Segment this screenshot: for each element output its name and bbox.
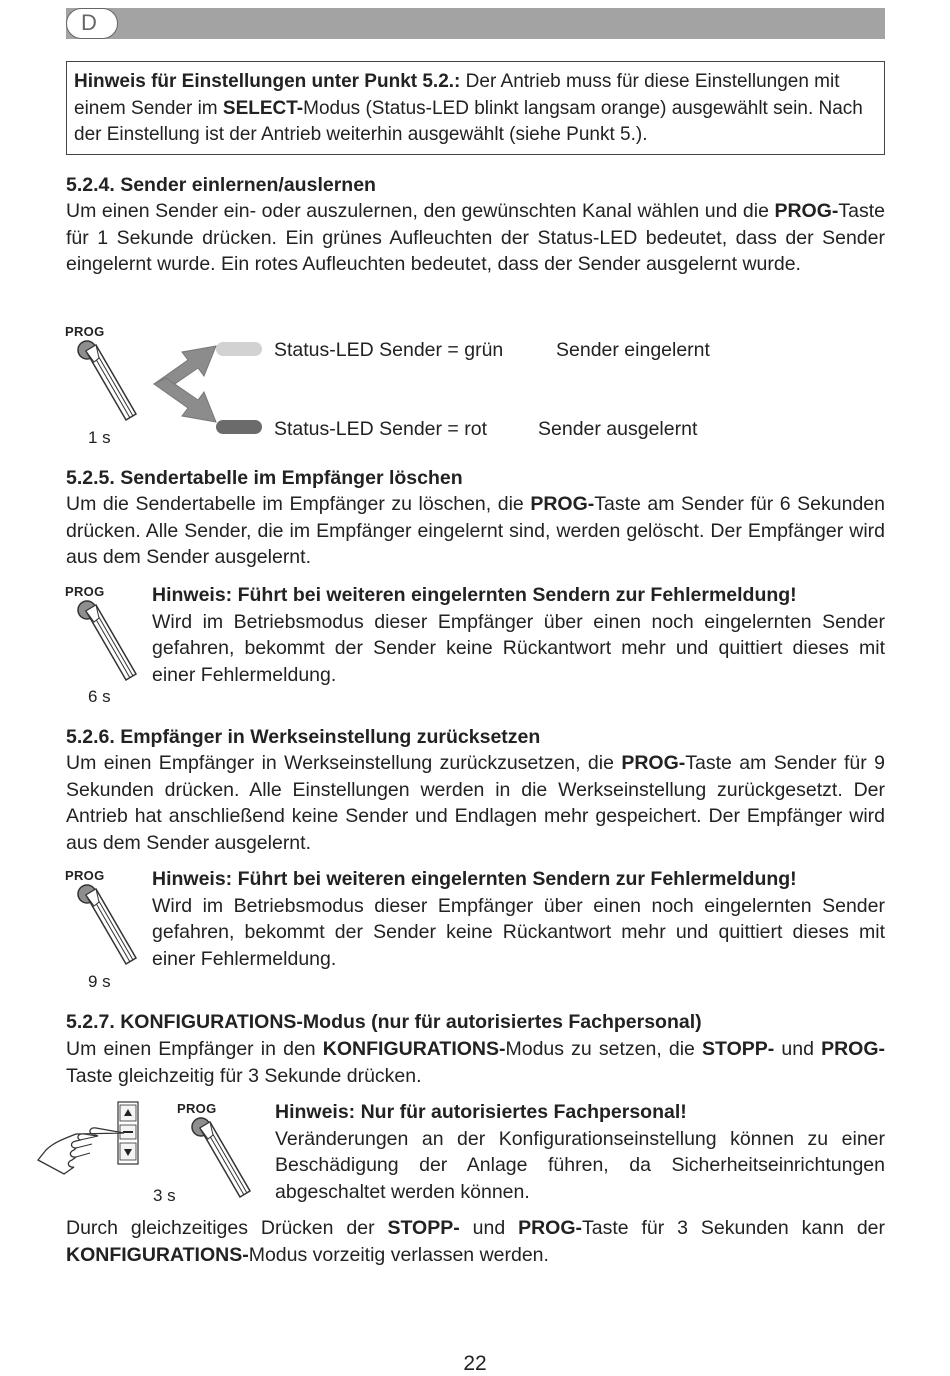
hint-527 — [275, 1099, 885, 1205]
pen-press-icon-524 — [66, 338, 146, 430]
section-524-prog: PROG- — [774, 200, 839, 222]
section-527-text-2: Modus zu setzen, die — [505, 1038, 703, 1060]
section-526-text — [66, 750, 885, 856]
section-527-text-4: Taste gleichzeitig für 3 Sekunde drücken. — [66, 1064, 422, 1087]
header-bar — [66, 8, 885, 39]
pen-press-icon-525 — [66, 598, 146, 688]
closing-text-2: und — [459, 1217, 519, 1239]
hint-525-title: Hinweis: Führt bei weiteren eingelernten Sendern zur Fehlermeldung! — [152, 584, 797, 606]
prog-label-527: PROG — [177, 1101, 217, 1116]
closing-stopp: STOPP- — [387, 1217, 460, 1239]
time-label-527: 3 s — [153, 1186, 176, 1205]
section-524-title: 5.2.4. Sender einlernen/auslernen — [66, 174, 376, 196]
time-label-524: 1 s — [88, 428, 111, 447]
section-527-konfig: KONFIGURATIONS- — [322, 1038, 506, 1060]
hint-526 — [152, 866, 885, 972]
time-label-526: 9 s — [88, 972, 111, 991]
prog-label-524: PROG — [65, 324, 105, 339]
closing-text-3: Taste für 3 Sekunden kann der — [582, 1217, 886, 1239]
closing-prog: PROG- — [518, 1217, 582, 1239]
section-524-text-1: Um einen Sender ein- oder auszulernen, den gewünschten Kanal wählen und die — [66, 200, 775, 222]
section-524-text — [66, 198, 885, 278]
hint-525 — [152, 582, 885, 688]
led-green-label: Status-LED Sender = grün — [274, 339, 504, 361]
settings-note-box — [66, 61, 885, 155]
section-526-title: 5.2.6. Empfänger in Werkseinstellung zurücksetzen — [66, 726, 541, 748]
hint-526-text: Wird im Betriebsmodus dieser Empfänger über einen noch eingelernten Sender gefahren, bekommt der Sender keine Rückantwort mehr und quittiert dieses mit einer Fehlermeldung. — [152, 894, 885, 970]
section-525-text-1: Um die Sendertabelle im Empfänger zu löschen, die — [66, 493, 531, 515]
hint-527-text: Veränderungen an der Konfigurationseinstellung können zu einer Beschädigung der Anlage führen, da Sicherheitseinrichtungen abgeschaltet werden können. — [275, 1127, 885, 1203]
result-green-label: Sender eingelernt — [556, 339, 710, 361]
section-527-title: 5.2.7. KONFIGURATIONS-Modus (nur für autorisiertes Fachpersonal) — [66, 1011, 702, 1033]
hand-remote-icon — [36, 1098, 146, 1184]
section-524-text-2: Taste für 1 Sekunde drücken. Ein grünes Aufleuchten der Status-LED bedeutet, dass der Sender eingelernt wurde. Ein rotes Aufleuchten bedeutet, dass der Sender ausgelernt wurde. — [66, 200, 885, 275]
note-lead: Hinweis für Einstellungen unter Punkt 5.2.: — [74, 71, 461, 92]
result-red-label: Sender ausgelernt — [538, 418, 698, 440]
led-red-icon — [216, 420, 262, 434]
note-select-word: SELECT- — [222, 97, 304, 119]
note-text-2: Modus (Status-LED blinkt langsam orange) ausgewählt sein. Nach der Einstellung ist der Antrieb weiterhin ausgewählt (siehe Punkt 5.). — [74, 97, 863, 145]
page-number: 22 — [463, 1352, 487, 1375]
led-green-icon — [216, 342, 262, 356]
section-527-text-3: und — [774, 1038, 822, 1060]
section-526-prog: PROG- — [621, 752, 686, 774]
hint-525-text: Wird im Betriebsmodus dieser Empfänger über einen noch eingelernten Sender gefahren, bekommt der Sender keine Rückantwort mehr und quittiert dieses mit einer Fehlermeldung. — [152, 610, 885, 686]
led-red-label: Status-LED Sender = rot — [274, 418, 487, 440]
hint-526-title: Hinweis: Führt bei weiteren eingelernten Sendern zur Fehlermeldung! — [152, 868, 797, 890]
hint-527-title: Hinweis: Nur für autorisiertes Fachpersonal! — [275, 1101, 687, 1123]
section-527-text — [66, 1036, 885, 1089]
section-526-text-1: Um einen Empfänger in Werkseinstellung zurückzusetzen, die — [66, 752, 622, 774]
section-525-prog: PROG- — [530, 493, 595, 515]
closing-text-4: Modus vorzeitig verlassen werden. — [248, 1243, 549, 1266]
section-525-text-2: Taste am Sender für 6 Sekunden drücken. Alle Sender, die im Empfänger eingelernt sind, werden gelöscht. Der Empfänger wird aus dem Sender ausgelernt. — [66, 493, 885, 568]
section-525-title: 5.2.5. Sendertabelle im Empfänger löschen — [66, 467, 463, 489]
section-527-stopp: STOPP- — [702, 1038, 775, 1060]
section-527-closing — [66, 1215, 885, 1268]
pen-press-icon-527 — [180, 1115, 260, 1205]
time-label-525: 6 s — [88, 687, 111, 706]
section-527-prog: PROG- — [821, 1038, 885, 1060]
section-526-text-2: Taste am Sender für 9 Sekunden drücken. Alle Einstellungen werden in die Werkseinstellung zurückgesetzt. Der Antrieb hat anschließend keine Sender und Endlagen mehr gespeichert. Der Empfänger wird aus dem Sender ausgelernt. — [66, 752, 885, 854]
prog-label-526: PROG — [65, 868, 105, 883]
section-525-text — [66, 491, 885, 571]
pen-press-icon-526 — [66, 882, 146, 972]
closing-konfig: KONFIGURATIONS- — [66, 1243, 249, 1266]
note-text-1: Der Antrieb muss für diese Einstellungen mit einem Sender im — [74, 71, 840, 119]
prog-label-525: PROG — [65, 584, 105, 599]
language-tab: D — [66, 8, 118, 39]
closing-text-1: Durch gleichzeitiges Drücken der — [66, 1217, 388, 1239]
branch-arrow-icon — [148, 338, 218, 430]
section-527-text-1: Um einen Empfänger in den — [66, 1038, 323, 1060]
